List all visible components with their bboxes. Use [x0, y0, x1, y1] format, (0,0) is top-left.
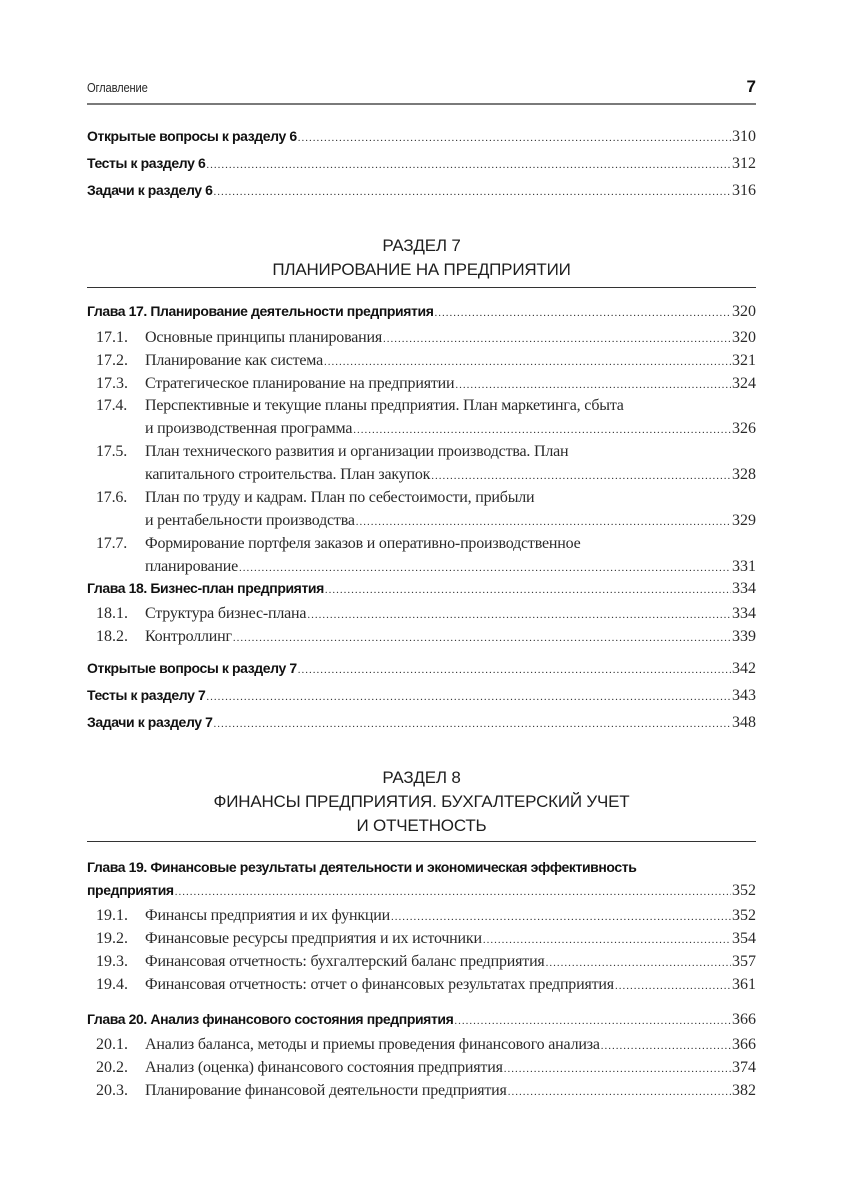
- subsection-title: Анализ баланса, методы и приемы проведения финансового анализа: [145, 1036, 600, 1053]
- subsection-entry[interactable]: [87, 558, 756, 578]
- toc-entry-page: 310: [732, 128, 756, 145]
- subsection-page: 357: [732, 953, 756, 970]
- subsection-page: 374: [732, 1059, 756, 1076]
- subsection-page: 329: [732, 512, 756, 529]
- dot-leader: [298, 132, 731, 144]
- section-rule: [87, 841, 756, 842]
- subsection-title: Структура бизнес-плана: [145, 605, 307, 622]
- dot-leader: [391, 911, 731, 923]
- toc-entry-page: 312: [732, 155, 756, 172]
- dot-leader: [615, 980, 731, 992]
- dot-leader: [508, 1086, 731, 1098]
- subsection-entry[interactable]: [87, 1059, 756, 1079]
- subsection-number: 17.4.: [96, 397, 128, 414]
- running-head-title: Оглавление: [87, 80, 148, 95]
- dot-leader: [353, 424, 731, 436]
- subsection-page: 331: [732, 558, 756, 575]
- subsection-number: 19.4.: [96, 976, 128, 993]
- subsection-title: Контроллинг: [145, 628, 232, 645]
- section-label: РАЗДЕЛ 8: [382, 768, 461, 787]
- toc-entry-title: Задачи к разделу 6: [87, 182, 213, 198]
- section-title-line1: ФИНАНСЫ ПРЕДПРИЯТИЯ. БУХГАЛТЕРСКИЙ УЧЕТ: [213, 792, 630, 811]
- dot-leader: [455, 379, 731, 391]
- toc-entry-title: Тесты к разделу 6: [87, 155, 206, 171]
- dot-leader: [383, 333, 731, 345]
- subsection-number: 17.3.: [96, 375, 128, 392]
- subsection-title: Планирование как система: [145, 352, 324, 369]
- subsection-title: Финансовые ресурсы предприятия и их источники: [145, 930, 482, 947]
- subsection-page: 339: [732, 628, 756, 645]
- subsection-page: 326: [732, 420, 756, 437]
- subsection-title-line1[interactable]: Формирование портфеля заказов и оперативно-производственное: [145, 535, 581, 552]
- subsection-entry[interactable]: [87, 930, 756, 950]
- header-rule: [87, 103, 756, 105]
- subsection-title: Финансы предприятия и их функции: [145, 907, 390, 924]
- toc-entry-page: 342: [732, 660, 756, 677]
- subsection-entry[interactable]: [87, 605, 756, 625]
- chapter-page: 320: [732, 303, 756, 320]
- dot-leader: [206, 159, 731, 171]
- toc-entry[interactable]: [87, 660, 756, 680]
- subsection-page: 320: [732, 329, 756, 346]
- chapter-title: Глава 20. Анализ финансового состояния предприятия: [87, 1011, 454, 1027]
- chapter-title-line2: предприятия: [87, 882, 174, 898]
- toc-entry-title: Открытые вопросы к разделу 6: [87, 128, 297, 144]
- subsection-title-line1[interactable]: Перспективные и текущие планы предприятия. План маркетинга, сбыта: [145, 397, 624, 414]
- chapter-title: Глава 18. Бизнес-план предприятия: [87, 580, 324, 596]
- subsection-entry[interactable]: [87, 375, 756, 395]
- subsection-page: 328: [732, 466, 756, 483]
- dot-leader: [504, 1063, 731, 1075]
- dot-leader: [307, 609, 731, 621]
- toc-entry-page: 348: [732, 714, 756, 731]
- subsection-number: 17.2.: [96, 352, 128, 369]
- section-rule: [87, 287, 756, 288]
- subsection-title-line1[interactable]: План по труду и кадрам. План по себестоимости, прибыли: [145, 489, 535, 506]
- chapter-page: 352: [732, 882, 756, 899]
- subsection-title-line1[interactable]: План технического развития и организации производства. План: [145, 443, 569, 460]
- dot-leader: [356, 516, 731, 528]
- subsection-title: Стратегическое планирование на предприятии: [145, 375, 455, 392]
- page-number: 7: [746, 77, 756, 96]
- subsection-title: Основные принципы планирования: [145, 329, 383, 346]
- chapter-entry[interactable]: [87, 580, 756, 600]
- subsection-number: 20.3.: [96, 1082, 128, 1099]
- dot-leader: [233, 632, 731, 644]
- subsection-number: 19.2.: [96, 930, 128, 947]
- section-label: РАЗДЕЛ 7: [382, 236, 461, 255]
- chapter-page: 366: [732, 1011, 756, 1028]
- running-head: [87, 77, 756, 102]
- subsection-title-line2: и рентабельности производства: [145, 512, 355, 529]
- subsection-page: 382: [732, 1082, 756, 1099]
- toc-entry-page: 316: [732, 182, 756, 199]
- subsection-title-line2: и производственная программа: [145, 420, 353, 437]
- subsection-page: 366: [732, 1036, 756, 1053]
- subsection-number: 17.5.: [96, 443, 128, 460]
- subsection-title: Планирование финансовой деятельности предприятия: [145, 1082, 507, 1099]
- dot-leader: [239, 562, 731, 574]
- toc-entry-title: Открытые вопросы к разделу 7: [87, 660, 297, 676]
- toc-entry[interactable]: [87, 128, 756, 148]
- dot-leader: [325, 584, 731, 596]
- toc-entry[interactable]: [87, 714, 756, 734]
- chapter-title: Глава 17. Планирование деятельности предприятия: [87, 303, 434, 319]
- subsection-page: 352: [732, 907, 756, 924]
- subsection-number: 19.1.: [96, 907, 128, 924]
- subsection-page: 354: [732, 930, 756, 947]
- chapter-entry[interactable]: [87, 882, 756, 902]
- subsection-number: 17.6.: [96, 489, 128, 506]
- subsection-entry[interactable]: [87, 329, 756, 349]
- chapter-title-line1[interactable]: Глава 19. Финансовые результаты деятельности и экономическая эффективность: [87, 859, 637, 875]
- section-title: ПЛАНИРОВАНИЕ НА ПРЕДПРИЯТИИ: [272, 260, 571, 279]
- dot-leader: [483, 934, 731, 946]
- subsection-entry[interactable]: [87, 953, 756, 973]
- dot-leader: [214, 718, 731, 730]
- chapter-page: 334: [732, 580, 756, 597]
- toc-entry[interactable]: [87, 182, 756, 202]
- dot-leader: [206, 691, 731, 703]
- subsection-entry[interactable]: [87, 1082, 756, 1102]
- subsection-title: Анализ (оценка) финансового состояния предприятия: [145, 1059, 503, 1076]
- subsection-entry[interactable]: [87, 420, 756, 440]
- toc-entry-title: Задачи к разделу 7: [87, 714, 213, 730]
- subsection-page: 334: [732, 605, 756, 622]
- subsection-number: 18.2.: [96, 628, 128, 645]
- subsection-page: 361: [732, 976, 756, 993]
- dot-leader: [546, 957, 731, 969]
- subsection-number: 19.3.: [96, 953, 128, 970]
- dot-leader: [214, 186, 731, 198]
- section-title-line2: И ОТЧЕТНОСТЬ: [356, 816, 487, 835]
- subsection-page: 324: [732, 375, 756, 392]
- subsection-entry[interactable]: [87, 352, 756, 372]
- subsection-page: 321: [732, 352, 756, 369]
- subsection-entry[interactable]: [87, 512, 756, 532]
- subsection-title-line2: капитального строительства. План закупок: [145, 466, 431, 483]
- dot-leader: [454, 1015, 731, 1027]
- subsection-entry[interactable]: [87, 466, 756, 486]
- subsection-entry[interactable]: [87, 628, 756, 648]
- subsection-number: 20.1.: [96, 1036, 128, 1053]
- dot-leader: [298, 664, 731, 676]
- subsection-title: Финансовая отчетность: бухгалтерский баланс предприятия: [145, 953, 545, 970]
- dot-leader: [175, 886, 731, 898]
- subsection-title-line2: планирование: [145, 558, 239, 575]
- subsection-entry[interactable]: [87, 976, 756, 996]
- toc-entry-title: Тесты к разделу 7: [87, 687, 206, 703]
- dot-leader: [431, 470, 731, 482]
- subsection-entry[interactable]: [87, 1036, 756, 1056]
- chapter-entry[interactable]: [87, 303, 756, 323]
- subsection-number: 17.1.: [96, 329, 128, 346]
- toc-entry[interactable]: [87, 155, 756, 175]
- dot-leader: [601, 1040, 731, 1052]
- subsection-title: Финансовая отчетность: отчет о финансовых результатах предприятия: [145, 976, 614, 993]
- chapter-entry[interactable]: [87, 1011, 756, 1031]
- subsection-number: 20.2.: [96, 1059, 128, 1076]
- toc-entry-page: 343: [732, 687, 756, 704]
- toc-entry[interactable]: [87, 687, 756, 707]
- dot-leader: [324, 356, 731, 368]
- dot-leader: [434, 307, 731, 319]
- subsection-number: 18.1.: [96, 605, 128, 622]
- subsection-entry[interactable]: [87, 907, 756, 927]
- subsection-number: 17.7.: [96, 535, 128, 552]
